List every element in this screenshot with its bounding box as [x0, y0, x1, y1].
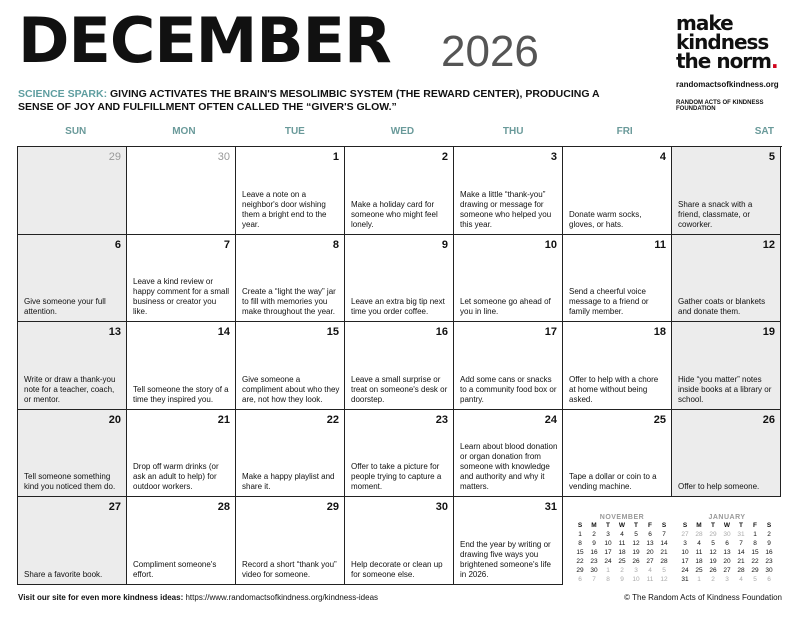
- mini-day: 27: [646, 558, 654, 565]
- kindness-idea: Give someone your full attention.: [24, 297, 106, 317]
- kindness-idea: Tell someone the story of a time they inspired you.: [133, 384, 229, 404]
- day-cell: [127, 147, 236, 235]
- mini-day: 12: [660, 576, 668, 583]
- day-cell: [345, 147, 454, 235]
- day-number: 8: [332, 238, 339, 251]
- day-number: 24: [544, 413, 557, 426]
- day-number: 16: [435, 326, 448, 339]
- day-number: 6: [114, 238, 121, 251]
- day-number: 20: [108, 413, 121, 426]
- mini-day: 4: [739, 576, 743, 583]
- mini-day: 23: [765, 558, 773, 565]
- mini-weekday: T: [634, 522, 638, 529]
- day-cell: [345, 235, 454, 323]
- mini-day: 19: [709, 558, 717, 565]
- mini-day: 29: [709, 531, 717, 538]
- mini-day: 28: [660, 558, 668, 565]
- kindness-idea: Tape a dollar or coin to a vending machine.: [569, 472, 657, 492]
- science-spark-text: GIVING ACTIVATES THE BRAIN'S MESOLIMBIC SYSTEM (THE REWARD CENTER), PRODUCING A SENSE OF JOY AND FULFILLMENT OFTEN CALLED THE “GIVER'S GLOW.”: [18, 88, 600, 113]
- kindness-idea: Create a “light the way” jar to fill with memories you make throughout the year.: [242, 287, 336, 317]
- weekday-thu: THU: [502, 126, 524, 137]
- kindness-idea: Let someone go ahead of you in line.: [460, 297, 551, 317]
- mini-weekday: S: [577, 522, 583, 529]
- mini-day: 11: [618, 540, 626, 547]
- mini-day: 17: [604, 549, 612, 556]
- mini-day: 2: [767, 531, 771, 538]
- mini-day: 18: [695, 558, 703, 565]
- day-cell: [18, 410, 127, 498]
- mini-day: 24: [604, 558, 612, 565]
- day-cell: [236, 322, 345, 410]
- mini-day: 26: [709, 567, 717, 574]
- mini-day: 6: [578, 576, 582, 583]
- mini-day: 1: [578, 531, 582, 538]
- kindness-idea: Leave a note on a neighbor's door wishing them a bright end to the year.: [242, 189, 327, 229]
- kindness-idea: Hide “you matter” notes inside books at a library or school.: [678, 374, 772, 404]
- day-cell: [672, 410, 781, 498]
- day-cell: [127, 322, 236, 410]
- mini-weekday: T: [606, 522, 610, 529]
- brand-line-1: make: [676, 11, 733, 35]
- mini-day: 13: [646, 540, 654, 547]
- day-number: 31: [544, 501, 557, 514]
- kindness-idea: Add some cans or snacks to a community food box or pantry.: [460, 374, 557, 404]
- day-cell: [672, 322, 781, 410]
- kindness-idea: End the year by writing or drawing five ways you brightened someone's life in 2026.: [460, 539, 551, 579]
- mini-day: 8: [578, 540, 582, 547]
- mini-day: 21: [737, 558, 745, 565]
- day-cell: [563, 410, 672, 498]
- day-cell: [236, 235, 345, 323]
- day-number: 23: [435, 413, 448, 426]
- day-number: 9: [441, 238, 448, 251]
- kindness-idea: Make a happy playlist and share it.: [242, 472, 335, 492]
- day-number: 14: [217, 326, 230, 339]
- mini-day: 4: [620, 531, 624, 538]
- weekday-tue: TUE: [284, 126, 305, 137]
- mini-day: 30: [590, 567, 598, 574]
- day-number: 15: [326, 326, 339, 339]
- mini-day: 17: [681, 558, 689, 565]
- day-number: 2: [441, 151, 448, 163]
- mini-calendar-title: NOVEMBER: [599, 514, 645, 521]
- day-cell: [345, 410, 454, 498]
- mini-day: 6: [725, 540, 729, 547]
- mini-calendar-january: [678, 514, 776, 584]
- day-number: 17: [544, 326, 557, 339]
- footer-visit-label: Visit our site for even more kindness ideas:: [18, 593, 184, 602]
- mini-weekday: W: [723, 522, 731, 529]
- kindness-idea: Leave a kind review or happy comment for a small business or creator you like.: [133, 277, 230, 317]
- mini-day: 28: [737, 567, 745, 574]
- day-cell: [672, 147, 781, 235]
- day-number: 29: [326, 501, 339, 514]
- mini-day: 31: [737, 531, 745, 538]
- kindness-idea: Donate warm socks, gloves, or hats.: [569, 209, 642, 229]
- mini-day: 27: [723, 567, 731, 574]
- brand-url: randomactsofkindness.org: [676, 80, 779, 89]
- kindness-idea: Offer to help with a chore at home without being asked.: [569, 374, 659, 404]
- mini-day: 28: [695, 531, 703, 538]
- mini-day: 20: [646, 549, 654, 556]
- day-number: 22: [326, 413, 339, 426]
- day-cell: [563, 322, 672, 410]
- brand-dot: .: [771, 49, 778, 73]
- mini-weekday: S: [682, 522, 688, 529]
- kindness-idea: Compliment someone's effort.: [133, 559, 217, 579]
- mini-weekday: S: [661, 522, 667, 529]
- day-cell: [454, 235, 563, 323]
- kindness-idea: Offer to help someone.: [678, 482, 760, 492]
- mini-day: 8: [753, 540, 757, 547]
- day-number: 28: [217, 501, 230, 514]
- day-number: 11: [654, 238, 666, 251]
- brand-line-2: kindness: [676, 30, 769, 54]
- kindness-idea: Send a cheerful voice message to a friend or family member.: [569, 287, 649, 317]
- footer-visit-url[interactable]: https://www.randomactsofkindness.org/kindness-ideas: [185, 593, 379, 602]
- day-cell: [236, 410, 345, 498]
- mini-day: 23: [590, 558, 598, 565]
- mini-day: 1: [606, 567, 610, 574]
- day-cell: [18, 235, 127, 323]
- day-number: 18: [653, 326, 666, 339]
- mini-day: 6: [648, 531, 652, 538]
- mini-day: 3: [606, 531, 610, 538]
- mini-day: 10: [681, 549, 689, 556]
- mini-weekday: M: [591, 522, 597, 529]
- day-number: 12: [762, 238, 775, 251]
- mini-weekday: M: [696, 522, 702, 529]
- mini-day: 5: [662, 567, 666, 574]
- mini-day: 5: [711, 540, 715, 547]
- day-number: 29: [108, 151, 121, 163]
- mini-day: 24: [681, 567, 689, 574]
- mini-day: 29: [576, 567, 584, 574]
- mini-day: 2: [711, 576, 715, 583]
- mini-day: 4: [648, 567, 652, 574]
- mini-day: 29: [751, 567, 759, 574]
- mini-day: 18: [618, 549, 626, 556]
- mini-day: 7: [592, 576, 596, 583]
- mini-day: 9: [592, 540, 596, 547]
- mini-day: 25: [695, 567, 703, 574]
- kindness-idea: Make a holiday card for someone who might feel lonely.: [351, 199, 438, 229]
- science-spark: [18, 88, 618, 114]
- mini-day: 6: [767, 576, 771, 583]
- day-cell: [127, 497, 236, 585]
- mini-day: 16: [765, 549, 773, 556]
- mini-day: 25: [618, 558, 626, 565]
- kindness-idea: Help decorate or clean up for someone else.: [351, 559, 443, 579]
- mini-day: 10: [632, 576, 640, 583]
- footer-copyright: © The Random Acts of Kindness Foundation: [624, 593, 782, 602]
- mini-day: 30: [723, 531, 731, 538]
- mini-calendar-table: [678, 521, 776, 584]
- mini-day: 5: [634, 531, 638, 538]
- mini-day: 12: [632, 540, 640, 547]
- mini-day: 4: [697, 540, 701, 547]
- day-cell: [345, 497, 454, 585]
- mini-day: 2: [620, 567, 624, 574]
- weekday-mon: MON: [172, 126, 196, 137]
- day-number: 4: [659, 151, 666, 163]
- day-number: 21: [217, 413, 230, 426]
- mini-day: 30: [765, 567, 773, 574]
- mini-day: 1: [753, 531, 757, 538]
- kindness-idea: Learn about blood donation or organ donation from someone with knowledge and authority and why it matters.: [460, 442, 558, 492]
- mini-day: 11: [695, 549, 703, 556]
- day-number: 13: [108, 326, 121, 339]
- day-number: 3: [550, 151, 557, 163]
- day-cell: [18, 322, 127, 410]
- day-number: 1: [332, 151, 339, 163]
- month-title: DECEMBER: [18, 4, 391, 77]
- mini-day: 12: [709, 549, 717, 556]
- day-cell: [454, 410, 563, 498]
- day-number: 30: [435, 501, 448, 514]
- day-cell: [127, 410, 236, 498]
- day-cell: [454, 147, 563, 235]
- mini-day: 14: [660, 540, 668, 547]
- day-cell: [18, 497, 127, 585]
- day-number: 25: [653, 413, 666, 426]
- day-number: 10: [544, 238, 557, 251]
- day-number: 27: [108, 501, 121, 514]
- day-cell: [18, 147, 127, 235]
- mini-calendar-table: [573, 521, 671, 584]
- day-number: 7: [223, 238, 230, 251]
- mini-day: 5: [753, 576, 757, 583]
- mini-day: 21: [660, 549, 668, 556]
- mini-day: 9: [620, 576, 624, 583]
- mini-calendar-november: [573, 514, 671, 584]
- brand-foundation: RANDOM ACTS OF KINDNESS FOUNDATION: [676, 100, 764, 112]
- weekday-wed: WED: [390, 126, 415, 137]
- science-spark-label: SCIENCE SPARK:: [18, 88, 108, 100]
- day-cell: [454, 322, 563, 410]
- day-cell: [236, 147, 345, 235]
- mini-day: 2: [592, 531, 596, 538]
- mini-day: 20: [723, 558, 731, 565]
- day-cell: [672, 235, 781, 323]
- mini-day: 27: [681, 531, 689, 538]
- day-number: 30: [217, 151, 230, 163]
- day-cell: [454, 497, 563, 585]
- mini-weekday: T: [739, 522, 743, 529]
- mini-day: 7: [739, 540, 743, 547]
- brand-logo: [676, 11, 778, 73]
- mini-calendar-title: JANUARY: [708, 514, 746, 521]
- day-cell: [127, 235, 236, 323]
- weekday-sat: SAT: [754, 126, 774, 137]
- mini-day: 1: [697, 576, 701, 583]
- kindness-idea: Give someone a compliment about who they are, not how they look.: [242, 374, 340, 404]
- day-cell: [236, 497, 345, 585]
- mini-day: 13: [723, 549, 731, 556]
- mini-day: 31: [681, 576, 689, 583]
- mini-day: 15: [576, 549, 584, 556]
- mini-weekday: F: [753, 522, 757, 529]
- kindness-idea: Drop off warm drinks (or ask an adult to help) for outdoor workers.: [133, 462, 219, 492]
- mini-weekday: F: [648, 522, 652, 529]
- kindness-idea: Write or draw a thank-you note for a teacher, coach, or mentor.: [24, 374, 116, 404]
- year-title: 2026: [441, 27, 539, 76]
- kindness-idea: Share a favorite book.: [24, 569, 103, 579]
- day-cell: [345, 322, 454, 410]
- mini-day: 3: [634, 567, 638, 574]
- kindness-idea: Leave an extra big tip next time you order coffee.: [351, 297, 445, 317]
- mini-weekday: S: [766, 522, 772, 529]
- mini-day: 8: [606, 576, 610, 583]
- brand-line-3: [676, 49, 778, 73]
- mini-day: 10: [604, 540, 612, 547]
- mini-day: 16: [590, 549, 598, 556]
- mini-day: 11: [646, 576, 654, 583]
- mini-day: 26: [632, 558, 640, 565]
- kindness-idea: Make a little “thank-you” drawing or message for someone who helped you this year.: [460, 189, 552, 229]
- mini-day: 19: [632, 549, 640, 556]
- mini-weekday: T: [711, 522, 715, 529]
- mini-day: 9: [767, 540, 771, 547]
- kindness-idea: Record a short “thank you” video for someone.: [242, 559, 337, 579]
- kindness-idea: Leave a small surprise or treat on someone's desk or doorstep.: [351, 374, 448, 404]
- mini-day: 14: [737, 549, 745, 556]
- mini-day: 3: [683, 540, 687, 547]
- day-cell: [563, 147, 672, 235]
- brand-line-3-text: the norm: [676, 49, 772, 73]
- footer-visit: [18, 593, 378, 602]
- weekday-fri: FRI: [616, 126, 633, 137]
- kindness-idea: Offer to take a picture for people trying to capture a moment.: [351, 462, 442, 492]
- day-number: 26: [762, 413, 775, 426]
- day-number: 19: [762, 326, 775, 339]
- mini-day: 7: [662, 531, 666, 538]
- mini-day: 15: [751, 549, 759, 556]
- mini-day: 22: [751, 558, 759, 565]
- weekday-sun: SUN: [65, 126, 87, 137]
- mini-weekday: W: [618, 522, 626, 529]
- kindness-idea: Tell someone something kind you noticed them do.: [24, 472, 116, 492]
- kindness-idea: Share a snack with a friend, classmate, or coworker.: [678, 199, 753, 229]
- mini-day: 22: [576, 558, 584, 565]
- day-number: 5: [768, 151, 775, 163]
- kindness-idea: Gather coats or blankets and donate them.: [678, 297, 766, 317]
- mini-day: 3: [725, 576, 729, 583]
- day-cell: [563, 235, 672, 323]
